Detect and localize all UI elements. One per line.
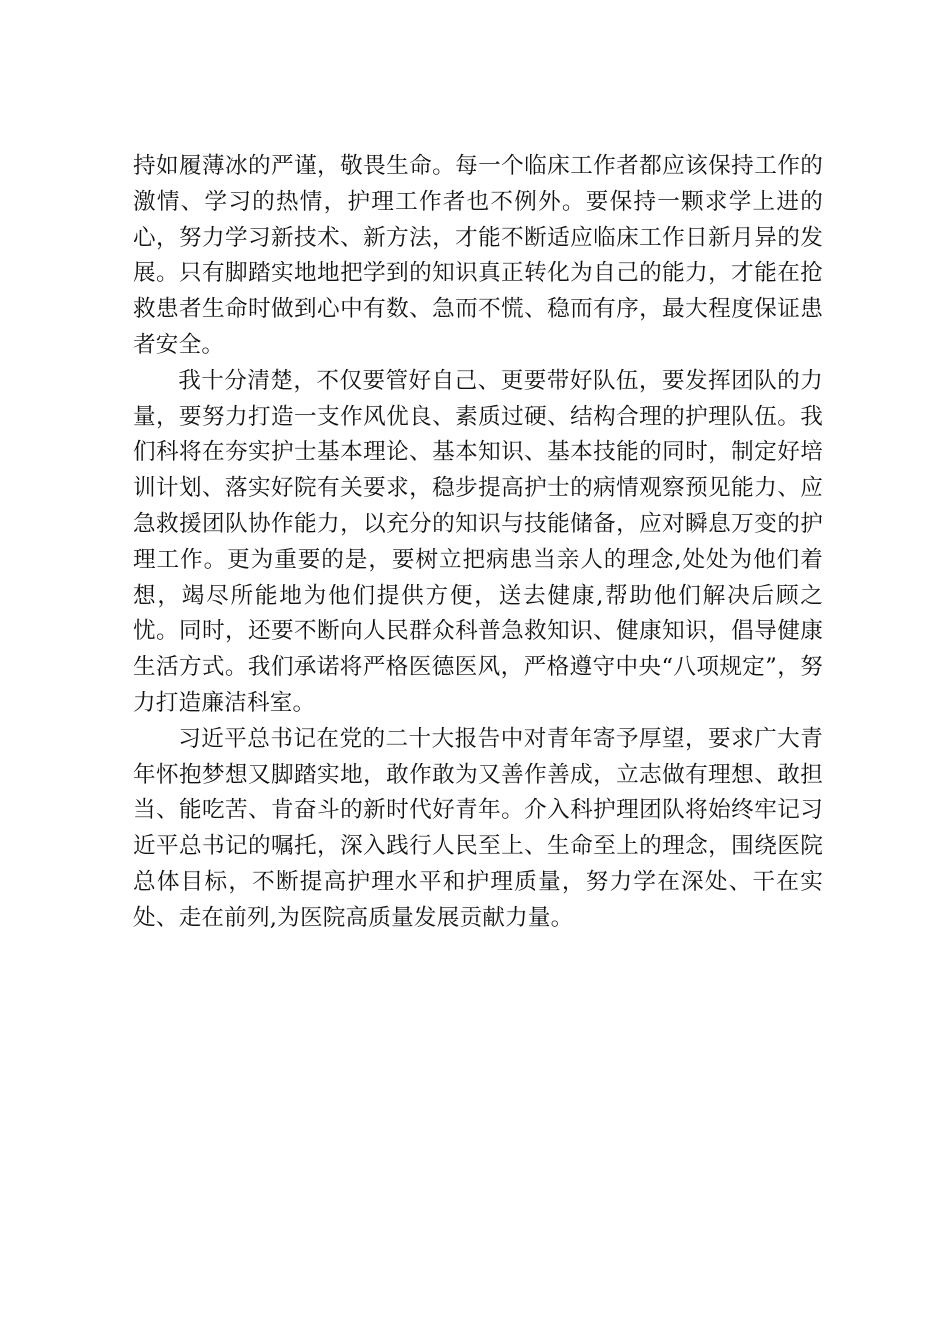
paragraph-3: 习近平总书记在党的二十大报告中对青年寄予厚望，要求广大青年怀抱梦想又脚踏实地，敢作敢为又善作善成，立志做有理想、敢担当、能吃苦、肯奋斗的新时代好青年。介入科护理团队将始终牢记习近平总书记的嘱托，深入践行人民至上、生命至上的理念，围绕医院总体目标，不断提高护理水平和护理质量，努力学在深处、干在实处、走在前列,为医院高质量发展贡献力量。 bbox=[133, 725, 823, 931]
document-body bbox=[133, 149, 823, 937]
paragraph-1: 持如履薄冰的严谨，敬畏生命。每一个临床工作者都应该保持工作的激情、学习的热情，护理工作者也不例外。要保持一颗求学上进的心，努力学习新技术、新方法，才能不断适应临床工作日新月异的发展。只有脚踏实地地把学到的知识真正转化为自己的能力，才能在抢救患者生命时做到心中有数、急而不慌、稳而有序，最大程度保证患者安全。 bbox=[133, 153, 823, 358]
paragraph-2: 我十分清楚，不仅要管好自己、更要带好队伍，要发挥团队的力量，要努力打造一支作风优良、素质过硬、结构合理的护理队伍。我们科将在夯实护士基本理论、基本知识、基本技能的同时，制定好培训计划、落实好院有关要求，稳步提高护士的病情观察预见能力、应急救援团队协作能力，以充分的知识与技能储备，应对瞬息万变的护理工作。更为重要的是，要树立把病患当亲人的理念,处处为他们着想，竭尽所能地为他们提供方便，送去健康,帮助他们解决后顾之忧。同时，还要不断向人民群众科普急救知识、健康知识，倡导健康生活方式。我们承诺将严格医德医风，严格遵守中央“八项规定”，努力打造廉洁科室。 bbox=[133, 367, 823, 716]
